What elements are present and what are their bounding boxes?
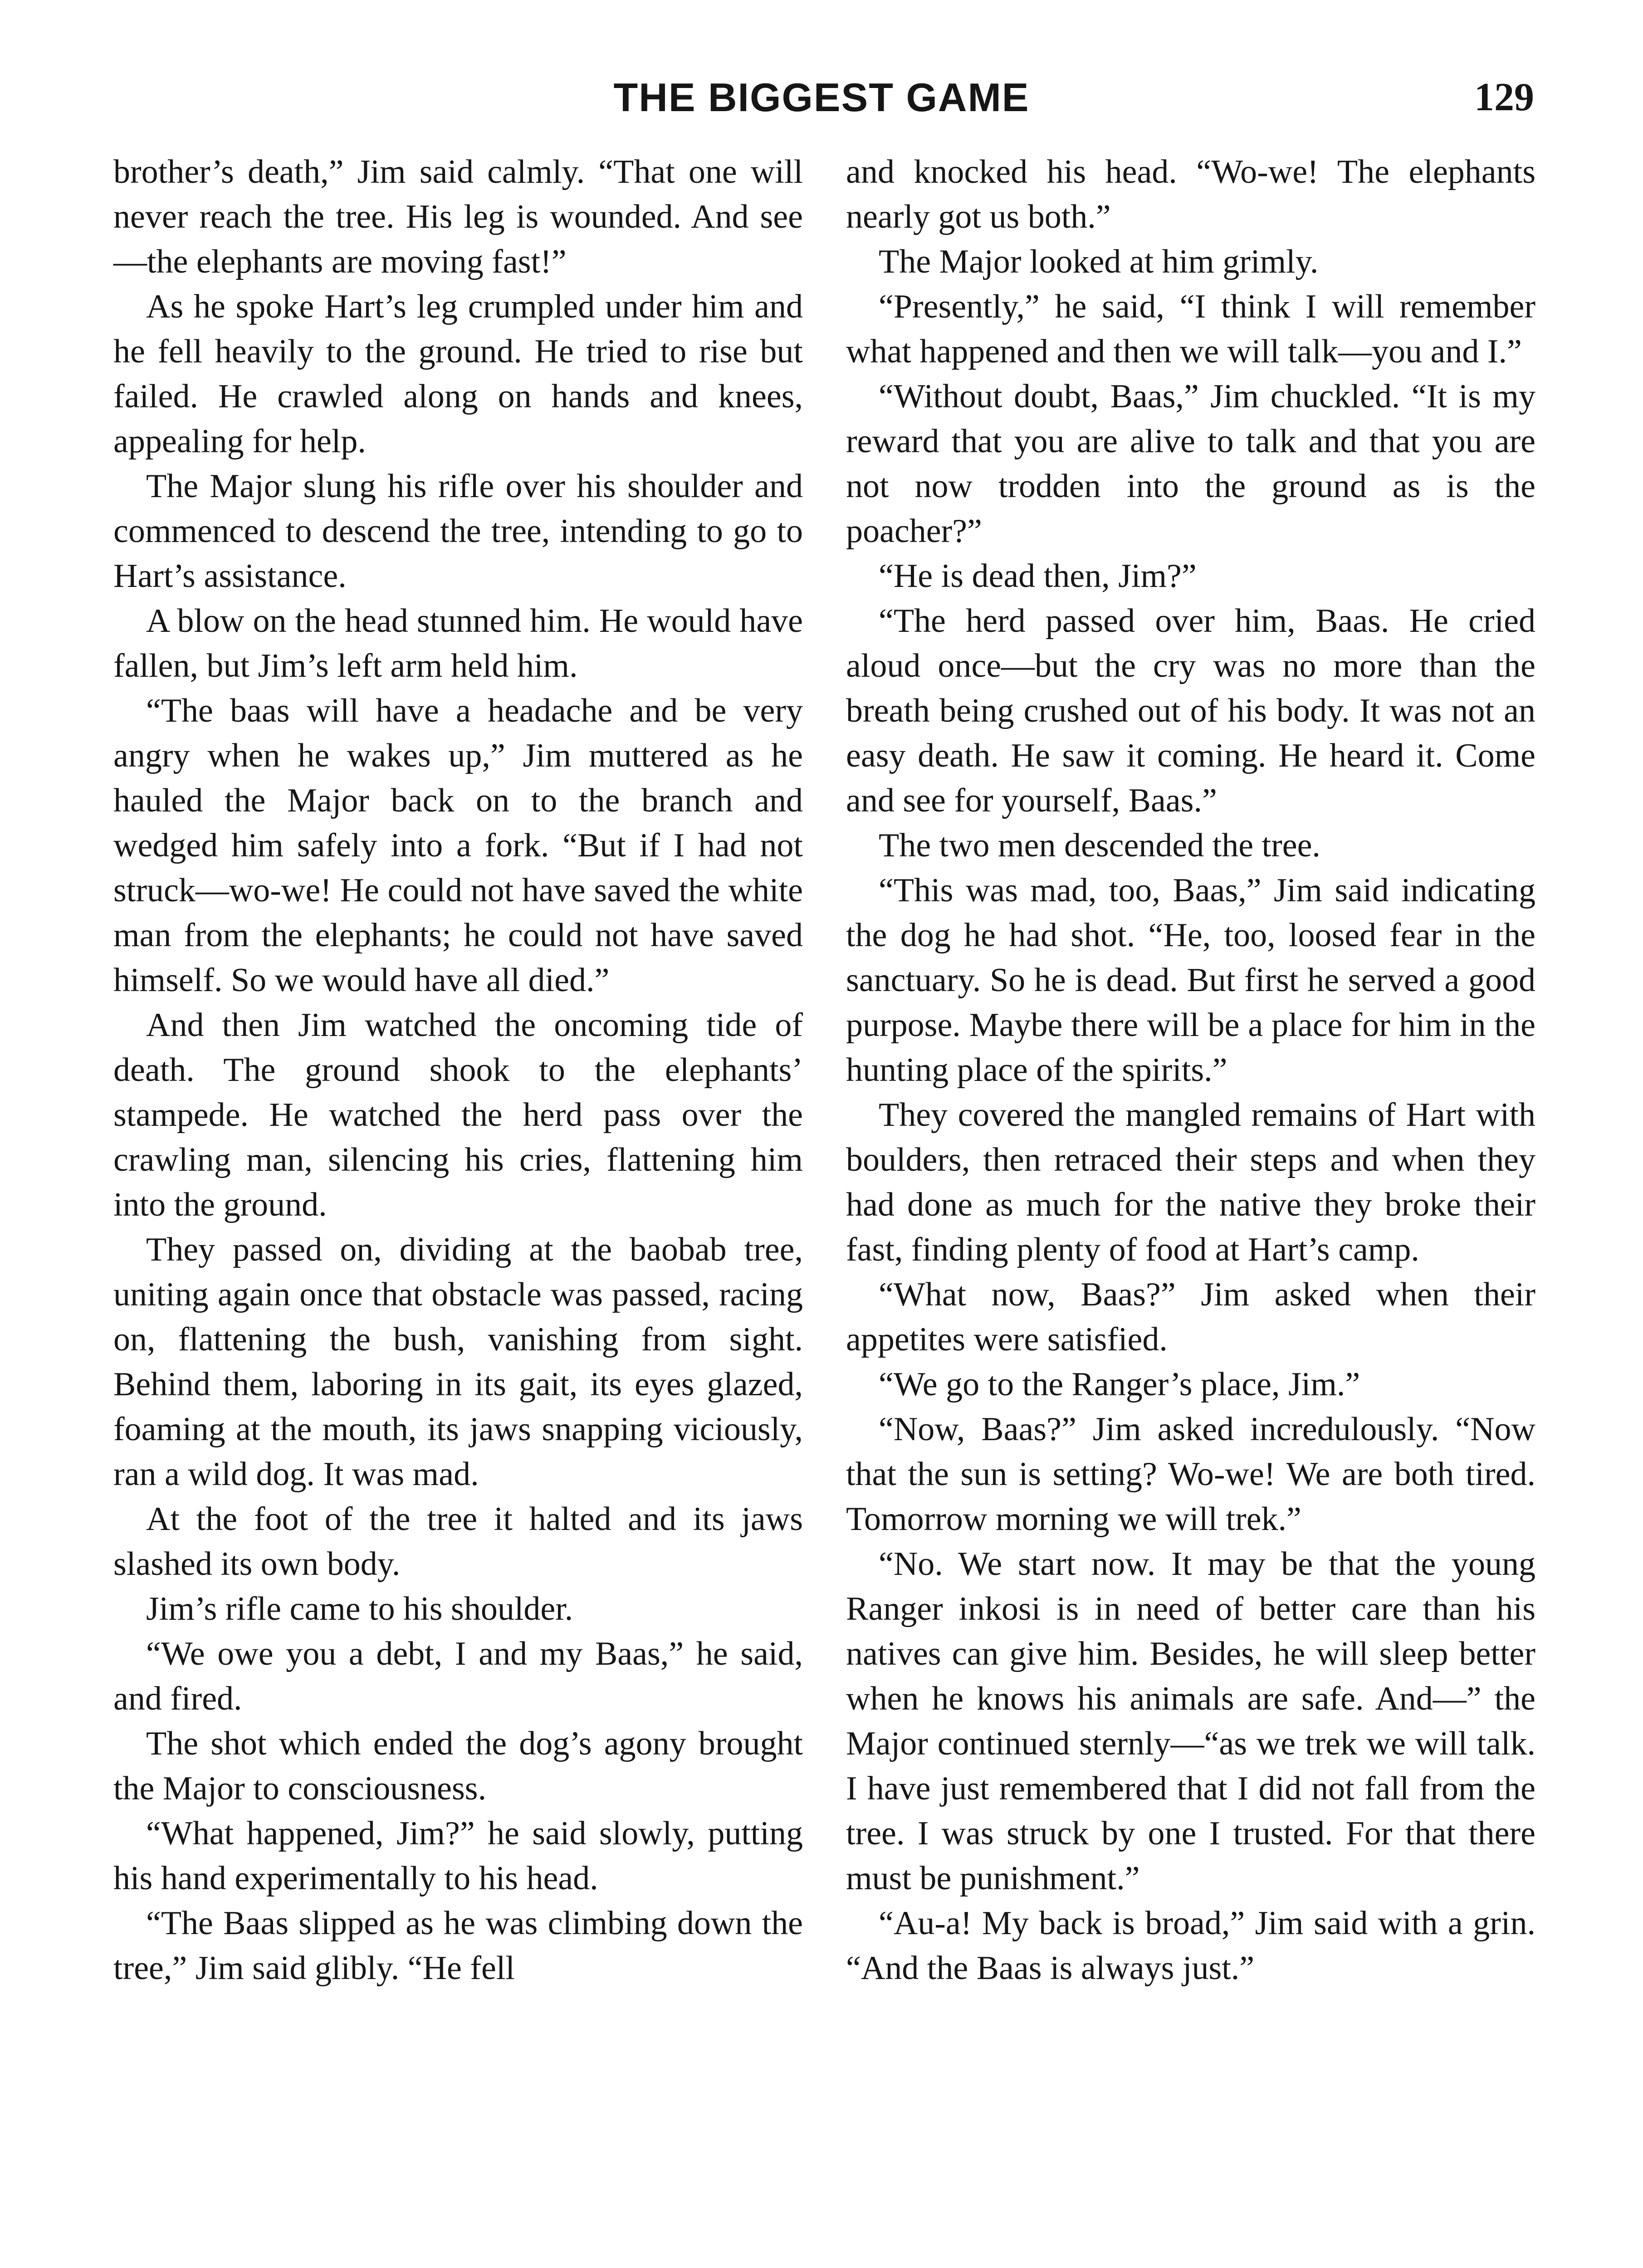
paragraph: At the foot of the tree it halted and its jaws slashed its own body.	[113, 1501, 803, 1583]
paragraph: “He is dead then, Jim?”	[879, 557, 1197, 595]
paragraph: “We owe you a debt, I and my Baas,” he said, and fired.	[113, 1635, 803, 1717]
paragraph: The shot which ended the dog’s agony brought the Major to consciousness.	[113, 1725, 803, 1807]
paragraph: and knocked his head. “Wo-we! The elephants nearly got us both.”	[846, 153, 1535, 235]
paragraph: “This was mad, too, Baas,” Jim said indicating the dog he had shot. “He, too, loosed fear in the sanctuary. So he is dead. But first he served a good purpose. Maybe there will be a place for him in the hunting place of the spirits.”	[846, 872, 1535, 1089]
paragraph: “The Baas slipped as he was climbing down the tree,” Jim said glibly. “He fell	[113, 1905, 803, 1987]
paragraph: And then Jim watched the oncoming tide of death. The ground shook to the elephants’ stampede. He watched the herd pass over the crawling man, silencing his cries, flattening him into the ground.	[113, 1007, 803, 1223]
paragraph: “What now, Baas?” Jim asked when their appetites were satisfied.	[846, 1276, 1535, 1358]
paragraph: “We go to the Ranger’s place, Jim.”	[879, 1366, 1360, 1403]
running-title: THE BIGGEST GAME	[613, 75, 1030, 120]
paragraph: The Major slung his rifle over his shoulder and commenced to descend the tree, intending to go to Hart’s assistance.	[113, 468, 803, 595]
paragraph: “The herd passed over him, Baas. He cried aloud once—but the cry was no more than the breath being crushed out of his body. It was not an easy death. He saw it coming. He heard it. Come and see for yourself, Baas.”	[846, 602, 1535, 819]
paragraph: A blow on the head stunned him. He would have fallen, but Jim’s left arm held him.	[113, 602, 803, 684]
left-column	[113, 150, 803, 1991]
paragraph: Jim’s rifle came to his shoulder.	[146, 1590, 573, 1628]
paragraph: “Au-a! My back is broad,” Jim said with a grin. “And the Baas is always just.”	[846, 1905, 1535, 1987]
paragraph: As he spoke Hart’s leg crumpled under him and he fell heavily to the ground. He tried to rise but failed. He crawled along on hands and knees, appealing for help.	[113, 288, 803, 460]
paragraph: They passed on, dividing at the baobab tree, uniting again once that obstacle was passed, racing on, flattening the bush, vanishing from sight. Behind them, laboring in its gait, its eyes glazed, foaming at the mouth, its jaws snapping viciously, ran a wild dog. It was mad.	[113, 1231, 803, 1493]
paragraph: “Without doubt, Baas,” Jim chuckled. “It is my reward that you are alive to talk and that you are not now trodden into the ground as is the poacher?”	[846, 378, 1535, 550]
paragraph: “No. We start now. It may be that the young Ranger inkosi is in need of better care than his natives can give him. Besides, he will sleep better when he knows his animals are safe. And—” the Major continued sternly—“as we trek we will talk. I have just remembered that I did not fall from the tree. I was struck by one I trusted. For that there must be punishment.”	[846, 1545, 1535, 1897]
page-header	[0, 59, 1643, 136]
paragraph: “Presently,” he said, “I think I will remember what happened and then we will talk—you and I.”	[846, 288, 1535, 370]
paragraph: They covered the mangled remains of Hart with boulders, then retraced their steps and when they had done as much for the native they broke their fast, finding plenty of food at Hart’s camp.	[846, 1096, 1535, 1268]
paragraph: “What happened, Jim?” he said slowly, putting his hand experimentally to his head.	[113, 1815, 803, 1897]
paragraph: The Major looked at him grimly.	[879, 243, 1319, 280]
page-number: 129	[1474, 75, 1534, 119]
right-column	[846, 150, 1535, 1991]
paragraph: brother’s death,” Jim said calmly. “That one will never reach the tree. His leg is wounded. And see—the elephants are moving fast!”	[113, 153, 803, 280]
paragraph: “The baas will have a headache and be very angry when he wakes up,” Jim muttered as he hauled the Major back on to the branch and wedged him safely into a fork. “But if I had not struck—wo-we! He could not have saved the white man from the elephants; he could not have saved himself. So we would have all died.”	[113, 692, 803, 999]
paragraph: The two men descended the tree.	[879, 827, 1320, 864]
paragraph: “Now, Baas?” Jim asked incredulously. “Now that the sun is setting? Wo-we! We are both tired. Tomorrow morning we will trek.”	[846, 1411, 1535, 1538]
